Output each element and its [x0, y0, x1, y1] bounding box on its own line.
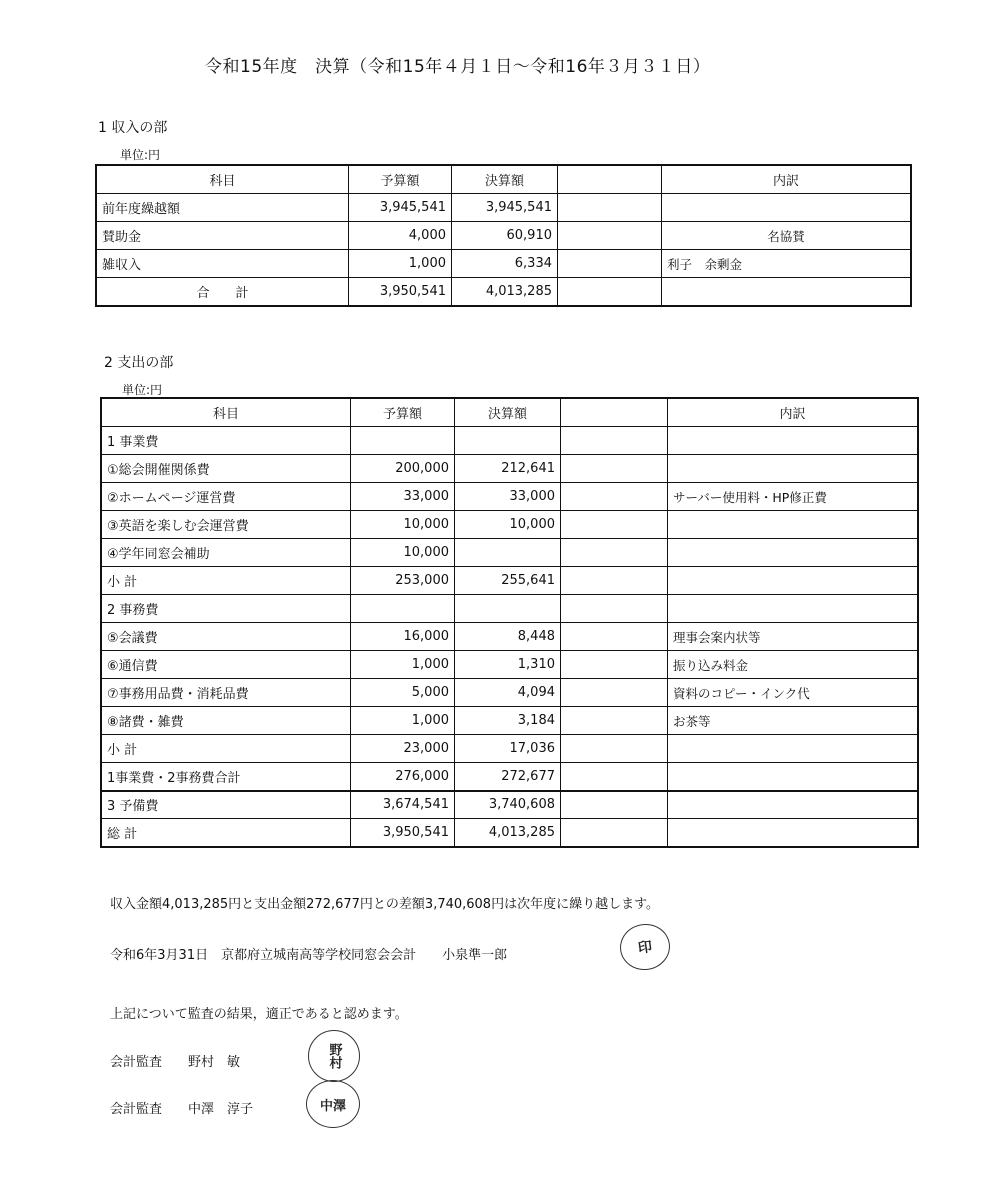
- income-blank: [558, 194, 662, 222]
- expense-actual: 4,094: [455, 679, 561, 707]
- expense-item: ⑦事務用品費・消耗品費: [102, 679, 351, 707]
- table-row: [102, 707, 918, 735]
- expense-budget: 200,000: [351, 455, 455, 483]
- table-row: [97, 194, 911, 222]
- expense-note: サーバー使用料・HP修正費: [668, 483, 918, 511]
- expense-budget: 3,674,541: [351, 791, 455, 819]
- expense-blank: [561, 539, 668, 567]
- auditor-1-seal: [308, 1030, 360, 1082]
- expense-note: [668, 735, 918, 763]
- income-note: 名協賛: [662, 222, 911, 250]
- income-item: 前年度繰越額: [97, 194, 349, 222]
- expense-actual: 212,641: [455, 455, 561, 483]
- expense-actual: 17,036: [455, 735, 561, 763]
- table-row: [102, 511, 918, 539]
- table-row: [102, 679, 918, 707]
- auditor-2-seal-text: 中澤: [319, 1098, 346, 1114]
- income-header-row: [97, 166, 911, 194]
- expense-item: ④学年同窓会補助: [102, 539, 351, 567]
- income-note: 利子 余剰金: [662, 250, 911, 278]
- expense-item: 1 事業費: [102, 427, 351, 455]
- income-blank: [558, 278, 662, 306]
- income-budget: 1,000: [349, 250, 452, 278]
- table-row: [102, 819, 918, 847]
- expense-item: 2 事務費: [102, 595, 351, 623]
- expense-actual: 272,677: [455, 763, 561, 791]
- expense-item: ①総会開催関係費: [102, 455, 351, 483]
- accountant-seal: [617, 921, 673, 974]
- income-header-actual: 決算額: [452, 166, 558, 194]
- expense-table: [101, 398, 918, 847]
- expense-blank: [561, 427, 668, 455]
- table-row: [102, 455, 918, 483]
- expense-blank: [561, 483, 668, 511]
- expense-header-blank: [561, 399, 668, 427]
- income-blank: [558, 250, 662, 278]
- expense-budget: 10,000: [351, 539, 455, 567]
- expense-budget: 5,000: [351, 679, 455, 707]
- expense-blank: [561, 595, 668, 623]
- income-total-actual: 4,013,285: [452, 278, 558, 306]
- audit-statement: 上記について監査の結果，適正であると認めます。: [110, 1007, 408, 1022]
- income-budget: 4,000: [349, 222, 452, 250]
- table-row: [102, 539, 918, 567]
- income-blank: [558, 222, 662, 250]
- expense-blank: [561, 707, 668, 735]
- expense-actual: 255,641: [455, 567, 561, 595]
- expense-blank: [561, 623, 668, 651]
- expense-budget: 33,000: [351, 483, 455, 511]
- expense-actual: 33,000: [455, 483, 561, 511]
- expense-item: ②ホームページ運営費: [102, 483, 351, 511]
- expense-note: [668, 595, 918, 623]
- expense-budget: 253,000: [351, 567, 455, 595]
- expense-blank: [561, 567, 668, 595]
- document-title: 令和15年度 決算（令和15年４月１日～令和16年３月３１日）: [205, 57, 711, 77]
- income-budget: 3,945,541: [349, 194, 452, 222]
- expense-blank: [561, 511, 668, 539]
- income-total-label: 合 計: [97, 278, 349, 306]
- expense-blank: [561, 455, 668, 483]
- expense-blank: [561, 819, 668, 847]
- income-note: [662, 194, 911, 222]
- expense-item: ③英語を楽しむ会運営費: [102, 511, 351, 539]
- income-item: 賛助金: [97, 222, 349, 250]
- expense-subtotal-label: 小 計: [102, 735, 351, 763]
- expense-note: [668, 567, 918, 595]
- income-header-note: 内訳: [662, 166, 911, 194]
- expense-blank: [561, 679, 668, 707]
- expense-budget: 23,000: [351, 735, 455, 763]
- expense-note: [668, 511, 918, 539]
- income-total-budget: 3,950,541: [349, 278, 452, 306]
- income-header-budget: 予算額: [349, 166, 452, 194]
- table-row: [102, 483, 918, 511]
- accountant-line: 令和6年3月31日 京都府立城南高等学校同窓会会計 小泉準一郎: [110, 948, 508, 963]
- auditor-1-seal-text: 野村: [326, 1043, 342, 1069]
- table-row: [102, 735, 918, 763]
- expense-header-row: [102, 399, 918, 427]
- table-row: [102, 567, 918, 595]
- expense-budget: 1,000: [351, 707, 455, 735]
- accountant-seal-text: 印: [637, 939, 654, 957]
- auditor-2-seal: [306, 1080, 360, 1128]
- income-actual: 3,945,541: [452, 194, 558, 222]
- expense-header-actual: 決算額: [455, 399, 561, 427]
- income-actual: 60,910: [452, 222, 558, 250]
- expense-note: [668, 539, 918, 567]
- expense-budget: 3,950,541: [351, 819, 455, 847]
- expense-actual: 3,184: [455, 707, 561, 735]
- expense-unit: 単位:円: [122, 383, 163, 397]
- expense-actual: 3,740,608: [455, 791, 561, 819]
- expense-budget: 1,000: [351, 651, 455, 679]
- table-row: [97, 278, 911, 306]
- expense-header-budget: 予算額: [351, 399, 455, 427]
- expense-header-note: 内訳: [668, 399, 918, 427]
- expense-grand-total-label: 総 計: [102, 819, 351, 847]
- expense-actual: [455, 595, 561, 623]
- table-row: [97, 250, 911, 278]
- expense-blank: [561, 763, 668, 791]
- expense-budget: 276,000: [351, 763, 455, 791]
- expense-note: [668, 819, 918, 847]
- table-row: [102, 595, 918, 623]
- expense-actual: [455, 539, 561, 567]
- expense-item: 3 予備費: [102, 791, 351, 819]
- table-row: [102, 427, 918, 455]
- income-heading: 1 収入の部: [98, 120, 168, 136]
- expense-item: ⑧諸費・雑費: [102, 707, 351, 735]
- expense-blank: [561, 651, 668, 679]
- income-header-blank: [558, 166, 662, 194]
- table-row: [102, 651, 918, 679]
- expense-note: [668, 791, 918, 819]
- table-row: [102, 791, 918, 819]
- expense-subtotal-label: 小 計: [102, 567, 351, 595]
- table-row: [97, 222, 911, 250]
- auditor-1: 会計監査 野村 敏: [110, 1055, 241, 1070]
- income-item: 雑収入: [97, 250, 349, 278]
- expense-note: 資料のコピー・インク代: [668, 679, 918, 707]
- expense-note: [668, 427, 918, 455]
- expense-note: [668, 763, 918, 791]
- expense-note: 振り込み料金: [668, 651, 918, 679]
- expense-actual: 1,310: [455, 651, 561, 679]
- income-header-item: 科目: [97, 166, 349, 194]
- expense-item: 1事業費・2事務費合計: [102, 763, 351, 791]
- auditor-2: 会計監査 中澤 淳子: [110, 1102, 254, 1117]
- expense-budget: 10,000: [351, 511, 455, 539]
- expense-actual: [455, 427, 561, 455]
- income-unit: 単位:円: [120, 148, 161, 162]
- expense-budget: [351, 595, 455, 623]
- expense-actual: 10,000: [455, 511, 561, 539]
- expense-item: ⑤会議費: [102, 623, 351, 651]
- expense-item: ⑥通信費: [102, 651, 351, 679]
- table-row: [102, 763, 918, 791]
- expense-note: 理事会案内状等: [668, 623, 918, 651]
- expense-header-item: 科目: [102, 399, 351, 427]
- expense-blank: [561, 791, 668, 819]
- expense-budget: [351, 427, 455, 455]
- expense-budget: 16,000: [351, 623, 455, 651]
- table-row: [102, 623, 918, 651]
- income-table: [96, 165, 911, 306]
- expense-blank: [561, 735, 668, 763]
- income-note: [662, 278, 911, 306]
- expense-actual: 8,448: [455, 623, 561, 651]
- expense-note: お茶等: [668, 707, 918, 735]
- income-actual: 6,334: [452, 250, 558, 278]
- expense-actual: 4,013,285: [455, 819, 561, 847]
- expense-heading: 2 支出の部: [104, 355, 174, 371]
- expense-note: [668, 455, 918, 483]
- carryover-statement: 収入金額4,013,285円と支出金額272,677円との差額3,740,608円は次年度に繰り越します。: [110, 897, 660, 912]
